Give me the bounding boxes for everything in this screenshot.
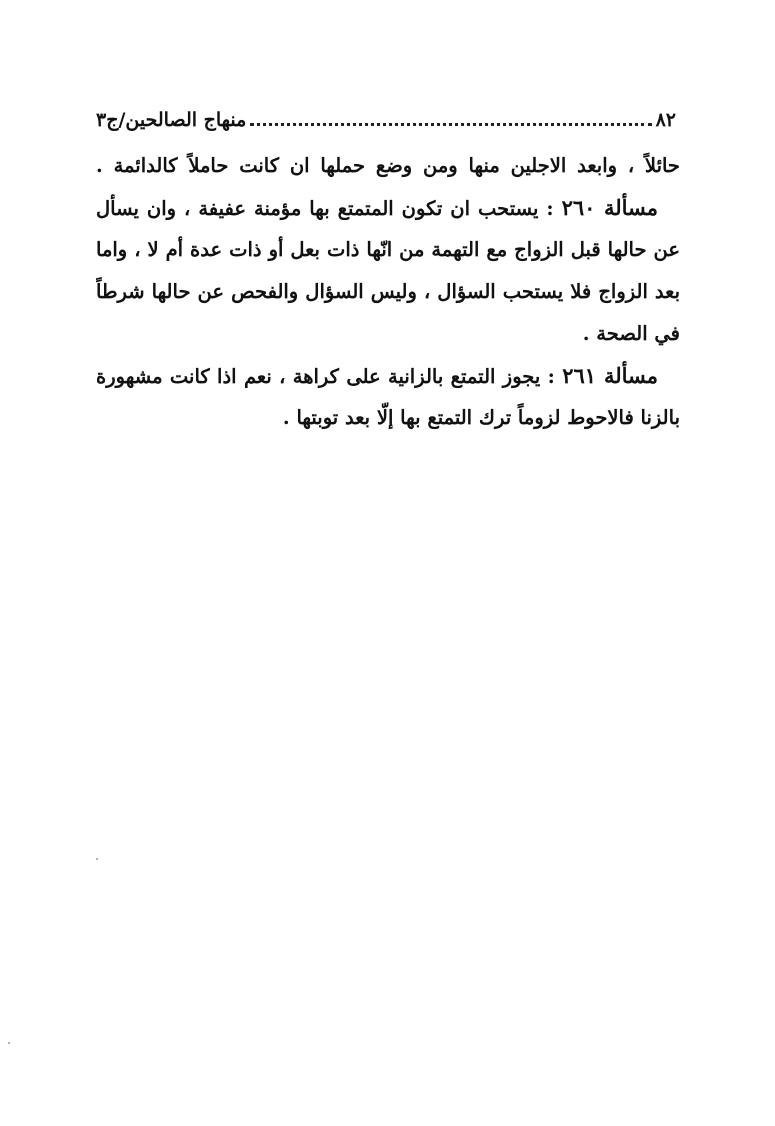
text-line-4 bbox=[96, 271, 680, 313]
text-line-6 bbox=[96, 355, 680, 397]
line-text: في الصحة . bbox=[582, 322, 680, 345]
running-header bbox=[96, 98, 676, 130]
line-text: بالزنا فالاحوط لزوماً ترك التمتع بها إلّا بعد توبتها . bbox=[282, 406, 680, 429]
issue-261-label: مسألة ٢٦١ bbox=[562, 363, 658, 388]
line-text: بعد الزواج فلا يستحب السؤال ، وليس السؤال والفحص عن حالها شرطاً bbox=[96, 280, 680, 303]
line-text: عن حالها قبل الزواج مع التهمة من انّها ذات بعل أو ذات عدة أم لا ، واما bbox=[96, 238, 680, 261]
text-line-1 bbox=[96, 145, 680, 187]
line-text: : يجوز التمتع بالزانية على كراهة ، نعم اذا كانت مشهورة bbox=[96, 365, 563, 388]
scan-speck bbox=[96, 858, 98, 860]
body-text bbox=[96, 145, 680, 439]
issue-260-label: مسألة ٢٦٠ bbox=[561, 195, 658, 220]
dotted-leader bbox=[250, 123, 651, 126]
scan-speck bbox=[8, 1042, 10, 1044]
text-line-3 bbox=[96, 229, 680, 271]
text-line-7 bbox=[96, 397, 680, 439]
text-line-5 bbox=[96, 313, 680, 355]
line-text: : يستحب ان تكون المتمتع بها مؤمنة عفيفة ، وان يسأل bbox=[96, 197, 562, 220]
running-title: منهاج الصالحين/ج٣ bbox=[96, 109, 247, 131]
page-number: ٨٢ bbox=[655, 109, 676, 131]
text-line-2 bbox=[96, 187, 680, 229]
line-text: حائلاً ، وابعد الاجلين منها ومن وضع حملها ان كانت حاملاً كالدائمة . bbox=[96, 154, 680, 177]
